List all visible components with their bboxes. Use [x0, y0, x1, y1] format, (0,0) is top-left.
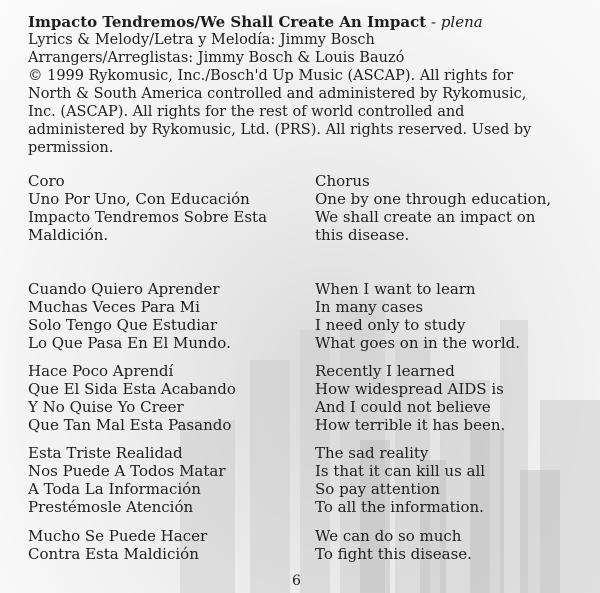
- lyric-line: Muchas Veces Para Mi: [28, 298, 200, 316]
- lyric-line: One by one through education,: [315, 190, 552, 208]
- lyric-line: Coro: [28, 172, 65, 190]
- lyric-line: Is that it can kill us all: [315, 462, 486, 480]
- lyric-line: When I want to learn: [315, 280, 476, 298]
- credit-line: North & South America controlled and administered by Rykomusic,: [28, 86, 527, 102]
- lyric-line: I need only to study: [315, 316, 466, 334]
- spanish-stanza-4: [28, 527, 207, 563]
- lyric-line: To all the information.: [315, 498, 484, 516]
- spanish-stanza-2: [28, 362, 236, 434]
- english-stanza-chorus: [315, 172, 551, 244]
- credit-line: administered by Rykomusic, Ltd. (PRS). All rights reserved. Used by: [28, 122, 532, 138]
- credit-line: Inc. (ASCAP). All rights for the rest of world controlled and: [28, 104, 465, 120]
- lyric-line: Esta Triste Realidad: [28, 444, 183, 462]
- spanish-stanza-chorus: [28, 172, 267, 244]
- spanish-stanza-1: [28, 280, 231, 352]
- lyric-line: Prestémosle Atención: [28, 498, 194, 516]
- lyric-line: How terrible it has been.: [315, 416, 506, 434]
- song-credits: [28, 31, 588, 157]
- spanish-stanza-3: [28, 444, 226, 516]
- lyric-line: Uno Por Uno, Con Educación: [28, 190, 250, 208]
- lyric-line: We shall create an impact on: [315, 208, 536, 226]
- lyric-line: Lo Que Pasa En El Mundo.: [28, 334, 231, 352]
- lyric-line: And I could not believe: [315, 398, 491, 416]
- lyric-line: A Toda La Información: [28, 480, 201, 498]
- lyric-line: Solo Tengo Que Estudiar: [28, 316, 218, 334]
- lyric-line: Hace Poco Aprendí: [28, 362, 174, 380]
- lyric-line: Mucho Se Puede Hacer: [28, 527, 208, 545]
- lyric-line: Contra Esta Maldición: [28, 545, 199, 563]
- credit-line: © 1999 Rykomusic, Inc./Bosch'd Up Music (ASCAP). All rights for: [28, 68, 514, 84]
- lyric-line: Que El Sida Esta Acabando: [28, 380, 236, 398]
- lyric-line: Recently I learned: [315, 362, 455, 380]
- lyric-line: this disease.: [315, 226, 410, 244]
- song-title: Impacto Tendremos/We Shall Create An Impact: [28, 13, 427, 31]
- lyric-line: The sad reality: [315, 444, 429, 462]
- lyric-line: How widespread AIDS is: [315, 380, 504, 398]
- song-genre: - plena: [430, 13, 483, 31]
- lyric-line: Que Tan Mal Esta Pasando: [28, 416, 232, 434]
- english-stanza-4: [315, 527, 472, 563]
- credit-line: permission.: [28, 140, 114, 156]
- lyric-line: Chorus: [315, 172, 370, 190]
- lyric-line: Nos Puede A Todos Matar: [28, 462, 226, 480]
- english-stanza-2: [315, 362, 505, 434]
- song-title-row: [28, 13, 588, 31]
- credit-line: Arrangers/Arreglistas: Jimmy Bosch & Louis Bauzó: [28, 50, 405, 66]
- lyric-line: Cuando Quiero Aprender: [28, 280, 220, 298]
- lyric-line: So pay attention: [315, 480, 440, 498]
- lyric-line: Maldición.: [28, 226, 109, 244]
- page-number: 6: [292, 573, 301, 589]
- song-header: [28, 13, 588, 157]
- lyric-line: Impacto Tendremos Sobre Esta: [28, 208, 268, 226]
- english-stanza-3: [315, 444, 485, 516]
- lyric-line: Y No Quise Yo Creer: [28, 398, 184, 416]
- lyric-line: In many cases: [315, 298, 424, 316]
- credit-line: Lyrics & Melody/Letra y Melodía: Jimmy Bosch: [28, 32, 375, 48]
- lyric-line: To fight this disease.: [315, 545, 472, 563]
- lyric-line: We can do so much: [315, 527, 462, 545]
- english-stanza-1: [315, 280, 520, 352]
- lyric-line: What goes on in the world.: [315, 334, 521, 352]
